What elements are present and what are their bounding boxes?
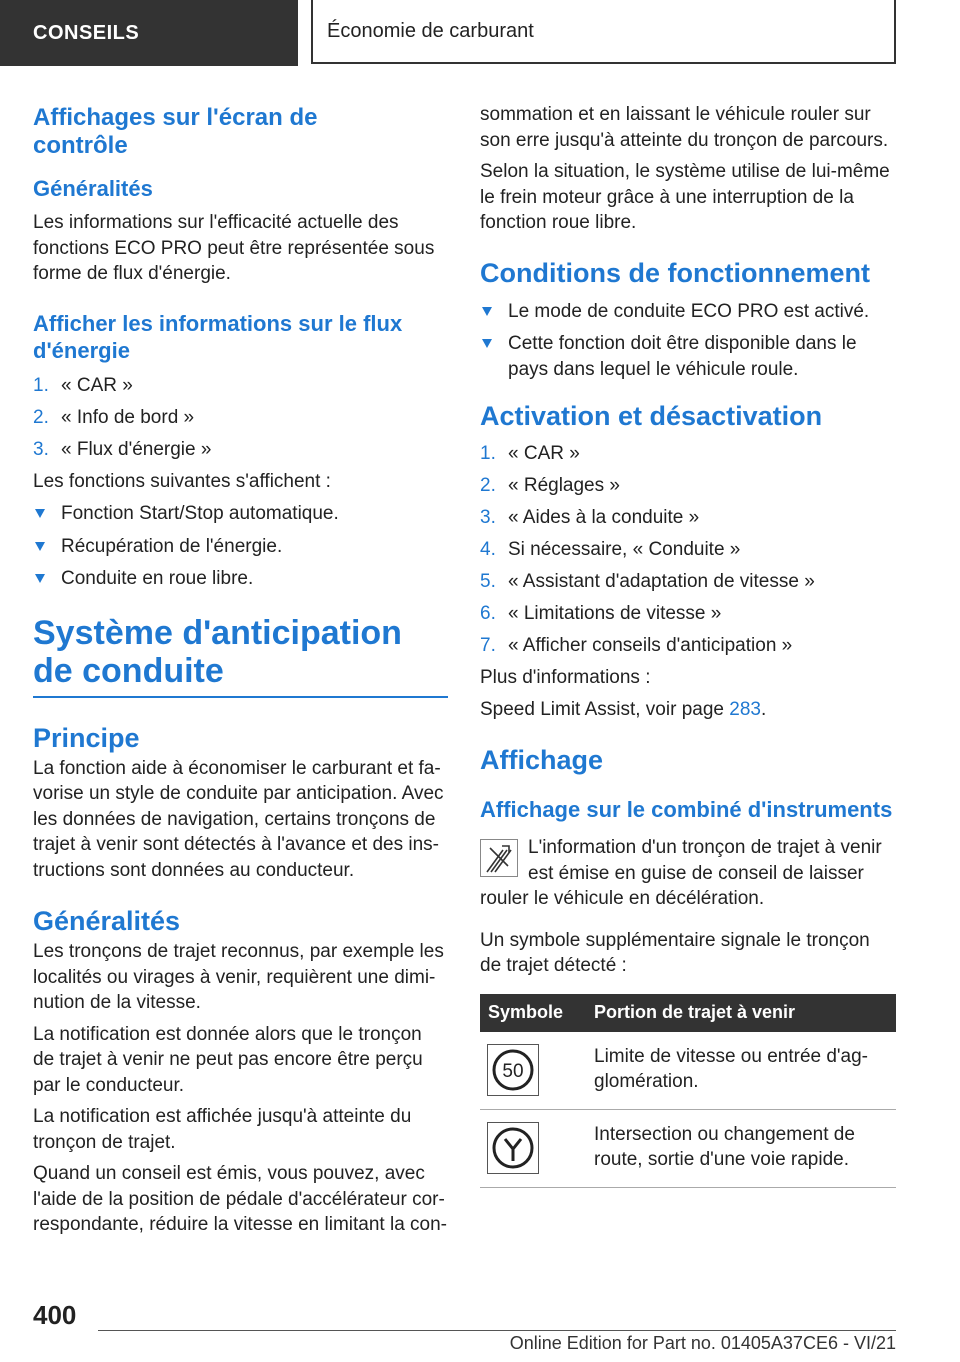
- footer-rule: [98, 1330, 896, 1331]
- table-row: [480, 1109, 896, 1187]
- list-item: 3. « Aides à la conduite »: [480, 507, 700, 528]
- left-column: [33, 100, 448, 1238]
- paragraph-symbole: Un symbole supplémentaire signale le tronçon de trajet détecté :: [480, 929, 870, 976]
- list-item: Fonction Start/Stop automatique.: [33, 501, 448, 527]
- coasting-hint-icon: [480, 839, 518, 877]
- paragraph-generalites-2b: La notification est donnée alors que le tronçon de trajet à venir ne peut pas encore être perçu par le conducteur.: [33, 1023, 423, 1096]
- paragraph-fonctions: Les fonctions suivantes s'affichent :: [33, 470, 331, 492]
- page-number: 400: [33, 1300, 77, 1330]
- paragraph-info-troncon: L'information d'un tronçon de trajet à venir est émise en guise de conseil de laisser rouler le véhicule en décélération.: [480, 837, 882, 909]
- bullet-triangle-icon: [35, 542, 45, 551]
- bullet-list-fonctions: [33, 501, 448, 592]
- paragraph-generalites-2d: Quand un conseil est émis, vous pouvez, avec l'aide de la position de pédale d'accélérateur cor-respondante, réduire la vitesse en limitant la con-: [33, 1163, 448, 1235]
- table-cell-desc: Limite de vitesse ou entrée d'ag-glomération.: [586, 1032, 896, 1110]
- chapter-title: Économie de carburant: [311, 0, 896, 64]
- list-item: Récupération de l'énergie.: [33, 534, 448, 560]
- page-header: [0, 0, 960, 66]
- table-cell-symbol: [480, 1032, 586, 1110]
- speed-limit-value: 50: [502, 1060, 524, 1082]
- section-label: CONSEILS: [0, 0, 298, 66]
- bullet-triangle-icon: [482, 339, 492, 348]
- steps-list-flux: [33, 373, 448, 463]
- speed-limit-50-icon: [487, 1044, 539, 1096]
- list-item: 7. « Afficher conseils d'anticipation »: [480, 635, 793, 656]
- page-reference-link[interactable]: 283: [729, 698, 761, 720]
- bullet-list-conditions: [480, 299, 896, 383]
- heading-affichages: Affichages sur l'écran de contrôle: [33, 104, 318, 159]
- symbol-table: [480, 994, 896, 1188]
- list-item: 2. « Info de bord »: [33, 406, 195, 428]
- edition-note: Online Edition for Part no. 01405A37CE6 - VI/21: [509, 1333, 896, 1353]
- list-item: Cette fonction doit être disponible dans le pays dans lequel le véhicule roule.: [480, 331, 896, 382]
- paragraph-generalites: Les informations sur l'efficacité actuelle des fonctions ECO PRO peut être représentée sous forme de flux d'énergie.: [33, 212, 435, 284]
- paragraph-generalites-2a: Les tronçons de trajet reconnus, par exemple les localités ou virages à venir, requièrent une dimi-nution de la vitesse.: [33, 941, 444, 1013]
- list-item: 5. « Assistant d'adaptation de vitesse »: [480, 571, 815, 592]
- table-header-row: [480, 994, 896, 1032]
- info-block: [480, 835, 896, 912]
- table-cell-symbol: [480, 1109, 586, 1187]
- steps-list-activation: [480, 441, 896, 659]
- bullet-triangle-icon: [35, 509, 45, 518]
- right-column: [480, 102, 896, 1188]
- heading-afficher-flux: Afficher les informations sur le flux d'énergie: [33, 310, 403, 363]
- intersection-icon: [487, 1122, 539, 1174]
- paragraph-generalites-2c: La notification est affichée jusqu'à atteinte du tronçon de trajet.: [33, 1106, 412, 1153]
- paragraph-continuation: sommation et en laissant le véhicule rouler sur son erre jusqu'à atteinte du tronçon de parcours.: [480, 104, 889, 151]
- list-item: 3. « Flux d'énergie »: [33, 438, 212, 460]
- list-item: 1. « CAR »: [33, 374, 133, 396]
- list-item: 1. « CAR »: [480, 443, 580, 464]
- list-item: Conduite en roue libre.: [33, 566, 448, 592]
- paragraph-principe: La fonction aide à économiser le carburant et fa-vorise un style de conduite par anticipation. Avec les données de navigation, certains tronçons de trajet à venir sont détectés à l'avance et des ins-tructions sont données au conducteur.: [33, 757, 444, 881]
- heading-combine: Affichage sur le combiné d'instruments: [480, 797, 893, 822]
- heading-conditions: Conditions de fonctionnement: [480, 257, 870, 288]
- paragraph-frein-moteur: Selon la situation, le système utilise de lui-même le frein moteur grâce à une interruption de la fonction roue libre.: [480, 161, 890, 233]
- heading-generalites: Généralités: [33, 176, 153, 201]
- list-item: 4. Si nécessaire, « Conduite »: [480, 539, 741, 560]
- paragraph-plus-infos: Plus d'informations :: [480, 667, 651, 688]
- heading-generalites-2: Généralités: [33, 906, 181, 936]
- heading-systeme-anticipation: Système d'anticipation de conduite: [33, 613, 402, 690]
- bullet-triangle-icon: [482, 307, 492, 316]
- table-row: [480, 1032, 896, 1110]
- table-header-portion: Portion de trajet à venir: [586, 994, 896, 1032]
- heading-rule: [33, 696, 448, 698]
- paragraph-speed-limit: Speed Limit Assist, voir page 283.: [480, 698, 767, 720]
- bullet-triangle-icon: [35, 574, 45, 583]
- table-cell-desc: Intersection ou changement de route, sortie d'une voie rapide.: [586, 1109, 896, 1187]
- heading-principe: Principe: [33, 722, 140, 753]
- table-header-symbole: Symbole: [480, 994, 586, 1032]
- list-item: Le mode de conduite ECO PRO est activé.: [480, 299, 896, 325]
- heading-affichage: Affichage: [480, 745, 604, 775]
- heading-activation: Activation et désactivation: [480, 401, 823, 431]
- list-item: 2. « Réglages »: [480, 475, 620, 496]
- list-item: 6. « Limitations de vitesse »: [480, 603, 722, 624]
